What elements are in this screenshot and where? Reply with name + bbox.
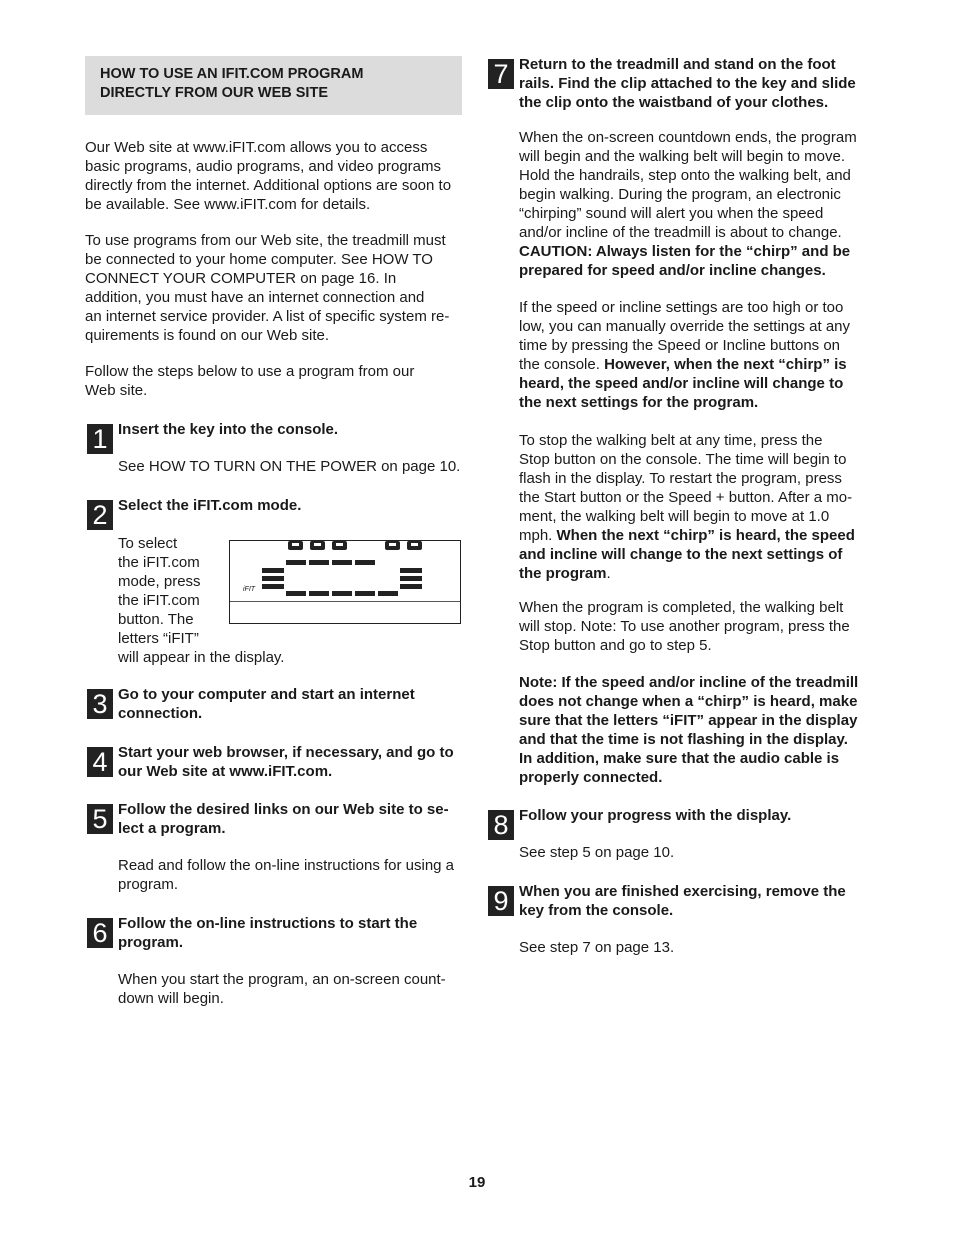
text-span: mph. (519, 527, 557, 544)
text-line: and incline will change to the next settings of (519, 546, 843, 563)
text-line: will appear in the display. (118, 649, 285, 666)
text-line (519, 526, 871, 545)
text-line: See step 5 on page 10. (519, 844, 675, 861)
text-line: Start your web browser, if necessary, and go to (118, 744, 454, 761)
text-line: does not change when a “chirp” is heard, make (519, 693, 858, 710)
step-6-body (118, 970, 470, 1008)
text-line: properly connected. (519, 769, 663, 786)
text-line: Follow the desired links on our Web site to se- (118, 801, 449, 818)
text-line: Select the iFIT.com mode. (118, 497, 302, 514)
step-5-body (118, 856, 470, 894)
text-line: time by pressing the Speed or Incline buttons on (519, 337, 841, 354)
step-3-title (118, 685, 470, 723)
step-3-number: 3 (87, 689, 113, 719)
text-line: Insert the key into the console. (118, 421, 339, 438)
step-2-number: 2 (87, 500, 113, 530)
text-line: be available. See www.iFIT.com for details. (85, 196, 371, 213)
text-line: CONNECT YOUR COMPUTER on page 16. In (85, 270, 397, 287)
caution-text-line: CAUTION: Always listen for the “chirp” and be (519, 243, 851, 260)
text-line: sure that the letters “iFIT” appear in the display (519, 712, 858, 729)
text-line: Read and follow the on-line instructions for using a (118, 857, 455, 874)
text-line: In addition, make sure that the audio cable is (519, 750, 840, 767)
text-line: If the speed or incline settings are too high or too (519, 299, 844, 316)
text-line: Stop button on the console. The time will begin to (519, 451, 847, 468)
text-line: key from the console. (519, 902, 674, 919)
step-7-paragraph-4 (519, 598, 871, 655)
bold-text-span: However, when the next “chirp” is (604, 356, 847, 373)
text-line: When the on-screen countdown ends, the program (519, 129, 857, 146)
section-heading-line-2: DIRECTLY FROM OUR WEB SITE (100, 85, 328, 101)
intro-paragraph-3 (85, 362, 475, 400)
text-line: Follow your progress with the display. (519, 807, 792, 824)
section-heading-box (85, 56, 462, 115)
text-line: ment, the walking belt will begin to move at 1.0 (519, 508, 830, 525)
step-1-title (118, 420, 470, 439)
step-6-number: 6 (87, 918, 113, 948)
step-9-number: 9 (488, 886, 514, 916)
step-5-title (118, 800, 470, 838)
text-line: When you start the program, an on-screen count- (118, 971, 446, 988)
text-line: the next settings for the program. (519, 394, 759, 411)
text-line: will stop. Note: To use another program, press the (519, 618, 850, 635)
bold-text-span: When the next “chirp” is heard, the speed (556, 527, 855, 544)
text-line: addition, you must have an internet connection and (85, 289, 425, 306)
text-line: will begin and the walking belt will begin to move. (519, 148, 846, 165)
display-ifit-label: iFIT (243, 586, 256, 593)
step-7-number: 7 (488, 59, 514, 89)
text-line: Follow the steps below to use a program from our (85, 363, 415, 380)
text-line: To select (118, 535, 178, 552)
text-line: the clip onto the waistband of your clothes. (519, 94, 829, 111)
text-line: flash in the display. To restart the program, press (519, 470, 842, 487)
text-line: low, you can manually override the settings at any (519, 318, 851, 335)
text-line: Our Web site at www.iFIT.com allows you to access (85, 139, 428, 156)
step-4-title (118, 743, 470, 781)
display-divider-line (230, 601, 460, 602)
text-line: When you are finished exercising, remove the (519, 883, 846, 900)
text-line: be connected to your home computer. See HOW TO (85, 251, 433, 268)
text-line: Note: If the speed and/or incline of the treadmill (519, 674, 859, 691)
intro-paragraph-2 (85, 231, 475, 345)
step-8-title (519, 806, 871, 825)
text-line: Stop button and go to step 5. (519, 637, 712, 654)
text-line: the iFIT.com (118, 592, 200, 609)
text-line: connection. (118, 705, 203, 722)
text-line: lect a program. (118, 820, 226, 837)
text-line: and/or incline of the treadmill is about to change. (519, 224, 842, 241)
text-line: See step 7 on page 13. (519, 939, 675, 956)
text-line: and that the time is not flashing in the display. (519, 731, 848, 748)
step-4-number: 4 (87, 747, 113, 777)
text-line: down will begin. (118, 990, 224, 1007)
text-span: the console. (519, 356, 605, 373)
text-line: begin walking. During the program, an electronic (519, 186, 841, 203)
text-line: When the program is completed, the walking belt (519, 599, 844, 616)
step-7-title (519, 55, 871, 112)
text-line: basic programs, audio programs, and video programs (85, 158, 442, 175)
text-line: “chirping” sound will alert you when the speed (519, 205, 824, 222)
text-line: See HOW TO TURN ON THE POWER on page 10. (118, 458, 461, 475)
section-heading-line-1: HOW TO USE AN IFIT.COM PROGRAM (100, 66, 364, 82)
step-7-paragraph-1 (519, 128, 871, 280)
text-line: To stop the walking belt at any time, press the (519, 432, 823, 449)
text-line: rails. Find the clip attached to the key and slide (519, 75, 856, 92)
step-8-number: 8 (488, 810, 514, 840)
step-2-title (118, 496, 470, 515)
text-line: directly from the internet. Additional options are soon to (85, 177, 452, 194)
step-6-title (118, 914, 470, 952)
text-line (519, 564, 871, 583)
text-line: quirements is found on our Web site. (85, 327, 330, 344)
display-segments-graphic (230, 541, 459, 622)
caution-text-line: prepared for speed and/or incline changes. (519, 262, 826, 279)
text-line: the iFIT.com (118, 554, 200, 571)
step-7-paragraph-3 (519, 431, 871, 583)
text-line: program. (118, 876, 179, 893)
step-5-number: 5 (87, 804, 113, 834)
text-line: our Web site at www.iFIT.com. (118, 763, 333, 780)
text-line: Web site. (85, 382, 148, 399)
console-display-illustration (229, 540, 461, 624)
text-line: Follow the on-line instructions to start the (118, 915, 418, 932)
intro-paragraph-1 (85, 138, 475, 214)
text-line: Return to the treadmill and stand on the foot (519, 56, 836, 73)
text-line: Hold the handrails, step onto the walking belt, and (519, 167, 851, 184)
text-line: mode, press (118, 573, 201, 590)
text-span: . (606, 565, 611, 582)
text-line: program. (118, 934, 184, 951)
text-line (519, 355, 871, 374)
step-1-number: 1 (87, 424, 113, 454)
step-7-paragraph-2 (519, 298, 871, 412)
text-line: an internet service provider. A list of specific system re- (85, 308, 450, 325)
text-line: Go to your computer and start an internet (118, 686, 415, 703)
step-7-note (519, 673, 871, 787)
page-number: 19 (468, 1174, 486, 1191)
text-line: letters “iFIT” (118, 630, 199, 647)
text-line: the Start button or the Speed + button. After a mo- (519, 489, 853, 506)
bold-text-span: the program (519, 565, 607, 582)
step-8-body (519, 843, 871, 862)
text-line: To use programs from our Web site, the treadmill must (85, 232, 446, 249)
text-line: button. The (118, 611, 194, 628)
step-9-body (519, 938, 871, 957)
text-line: heard, the speed and/or incline will change to (519, 375, 844, 392)
step-1-body (118, 457, 470, 476)
step-9-title (519, 882, 871, 920)
